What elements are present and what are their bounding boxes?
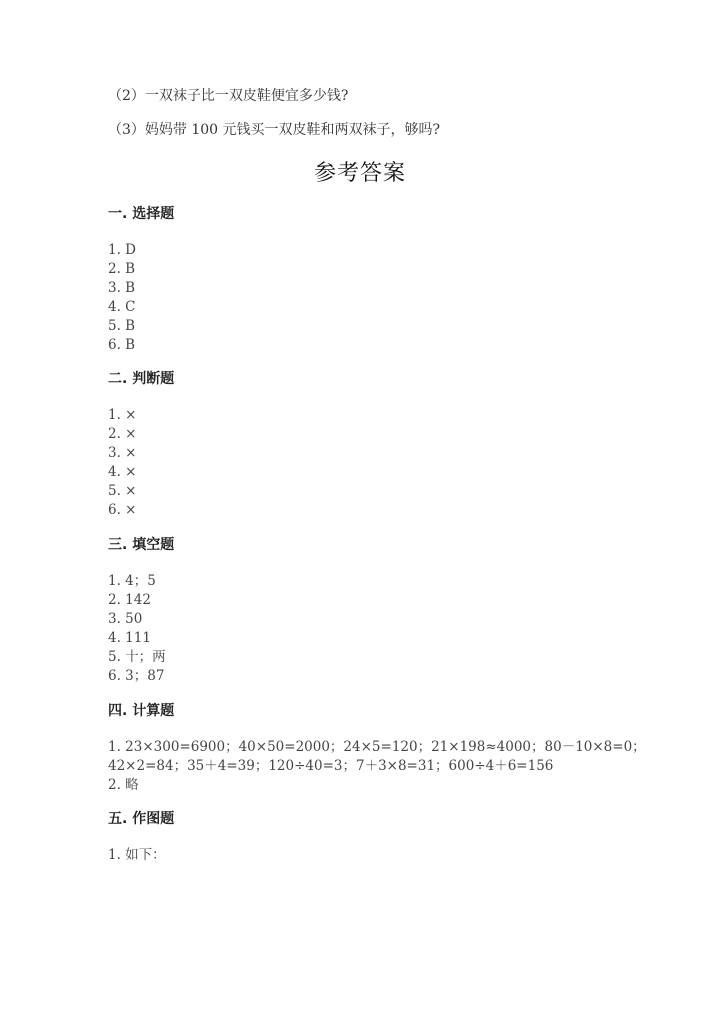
answer-item: 4. 111 [108, 630, 151, 646]
section-drawing [108, 810, 660, 865]
question-2-text: （2）一双袜子比一双皮鞋便宜多少钱? [108, 88, 349, 104]
answer-item: 2. × [108, 426, 137, 442]
answer-item: 1. 23×300=6900；40×50=2000；24×5=120；21×198≈4000；80－10×8=0； [108, 739, 646, 755]
answer-list [108, 406, 660, 520]
answer-item: 6. × [108, 502, 137, 518]
answer-item: 1. D [108, 242, 136, 258]
answer-item: 3. B [108, 280, 136, 296]
section-multiple-choice [108, 205, 660, 355]
answer-list [108, 738, 660, 795]
answer-item: 4. × [108, 464, 137, 480]
section-heading: 三. 填空题 [108, 537, 175, 553]
answer-item: 42×2=84；35＋4=39；120÷40=3；7＋3×8=31；600÷4＋6=156 [108, 758, 554, 774]
answer-item: 2. 略 [108, 777, 139, 793]
answer-item: 5. × [108, 483, 137, 499]
answer-item: 1. 如下： [108, 847, 166, 863]
answer-item: 6. 3；87 [108, 668, 165, 684]
answer-key-title: 参考答案 [313, 161, 406, 186]
answer-item: 3. 50 [108, 611, 143, 627]
answer-item: 1. × [108, 407, 137, 423]
section-heading: 五. 作图题 [108, 811, 175, 827]
answer-item: 1. 4；5 [108, 573, 156, 589]
section-true-false [108, 370, 660, 520]
answer-item: 2. B [108, 261, 136, 277]
answer-item: 5. B [108, 318, 136, 334]
answer-list [108, 572, 660, 686]
section-calculation [108, 702, 660, 795]
section-heading: 四. 计算题 [108, 703, 175, 719]
section-fill-in-blank [108, 536, 660, 686]
answer-list [108, 241, 660, 355]
answer-item: 6. B [108, 337, 136, 353]
question-3-text: （3）妈妈带 100 元钱买一双皮鞋和两双袜子，够吗? [108, 122, 441, 138]
section-heading: 二. 判断题 [108, 371, 175, 387]
answer-item: 3. × [108, 445, 137, 461]
answer-item: 5. 十；两 [108, 649, 166, 665]
answer-item: 2. 142 [108, 592, 151, 608]
section-heading: 一. 选择题 [108, 206, 175, 222]
answer-item: 4. C [108, 299, 136, 315]
answer-list [108, 846, 660, 865]
